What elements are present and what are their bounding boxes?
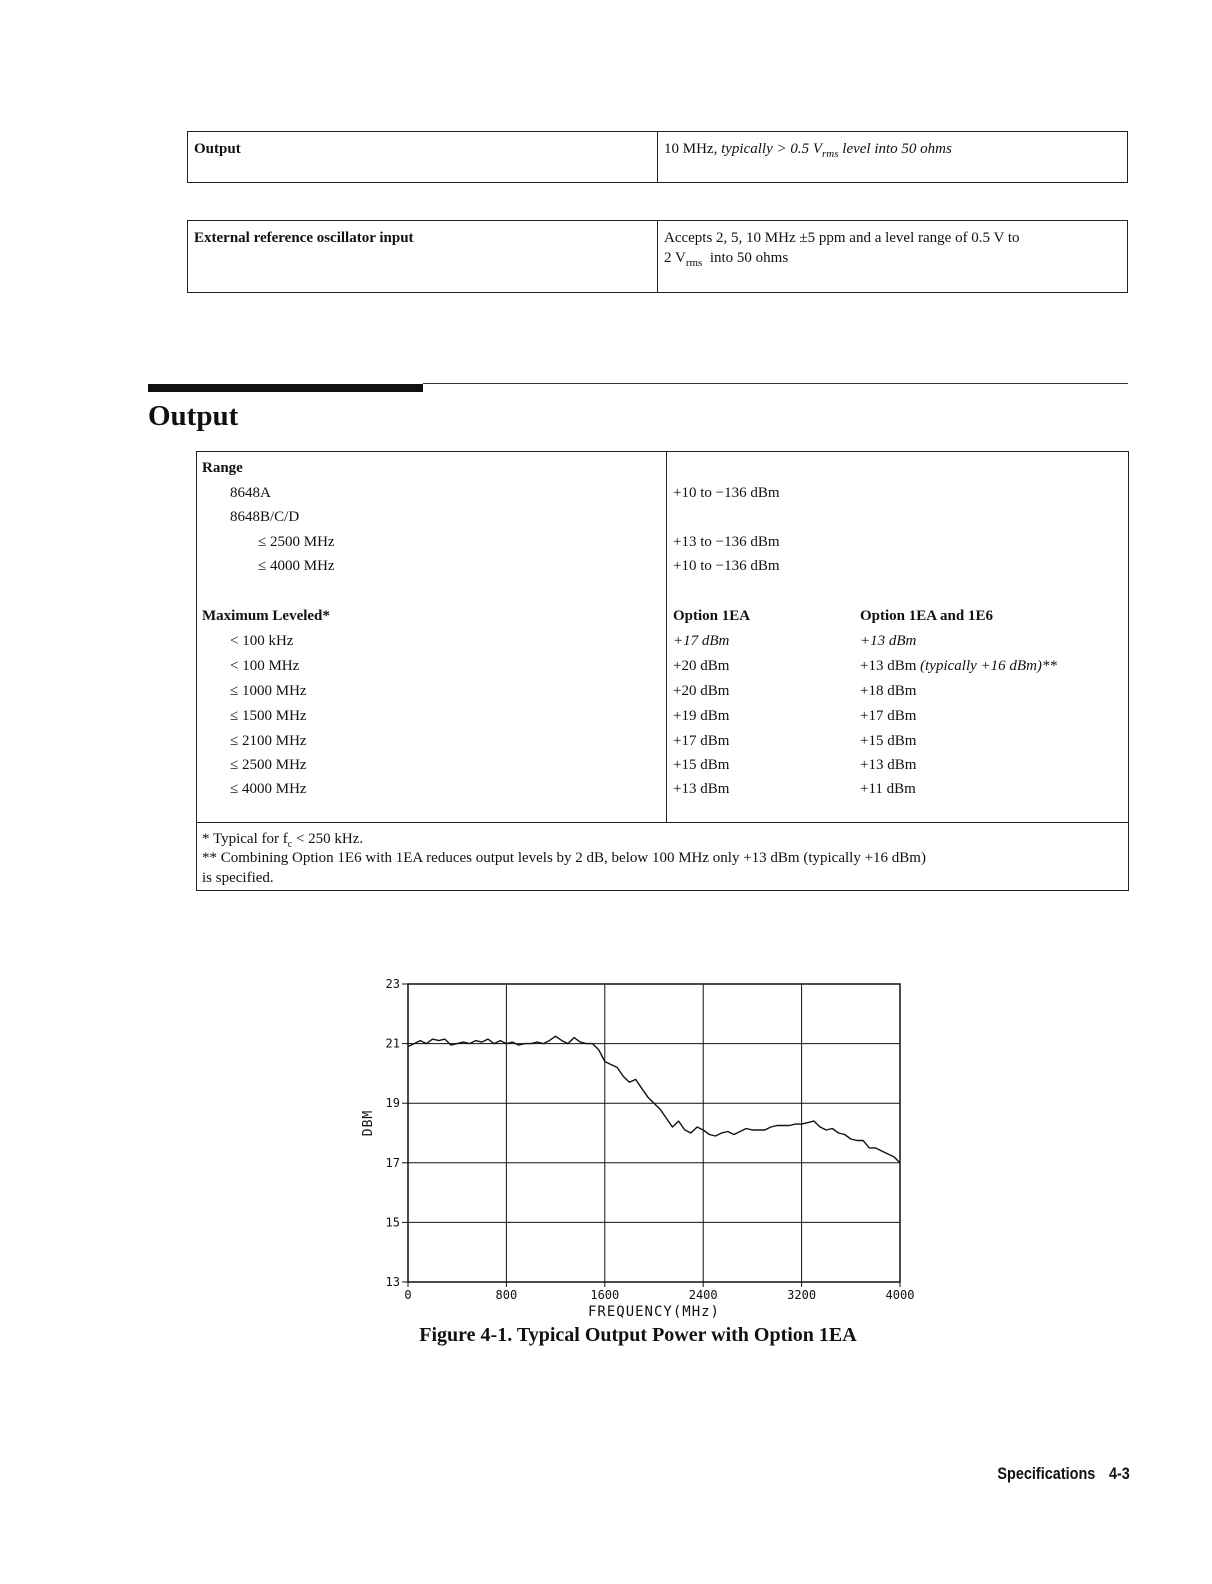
range-label-4000: ≤ 4000 MHz [258,558,335,574]
figure-caption: Figure 4-1. Typical Output Power with Option 1EA [419,1324,857,1346]
ref-output-value-italic: typically > 0.5 V [721,141,823,157]
output-spec-table [196,451,1129,891]
footer-page-number: 4-3 [1109,1464,1130,1483]
x-tick-label: 0 [404,1288,412,1302]
max-label-5: ≤ 2500 MHz [230,757,307,773]
max-opt2-1 [860,658,1057,675]
footnote-1-b: < 250 kHz. [292,831,364,847]
ref-output-box [187,131,1128,183]
ext-ref-line2 [664,248,788,273]
plot-frame [408,984,900,1282]
footnote-3: is specified. [202,870,274,886]
page-footer [998,1464,1130,1484]
footnote-2: ** Combining Option 1E6 with 1EA reduces output levels by 2 dB, below 100 MHz only +13 dBm (typically +16 dBm) [202,850,926,866]
max-label-6: ≤ 4000 MHz [230,781,307,797]
max-opt1-3: +19 dBm [673,708,730,724]
section-rule-thick [148,384,423,392]
range-value-2500: +13 to −136 dBm [673,534,780,550]
ext-ref-line2-b: into 50 ohms [702,250,789,266]
y-tick-label: 19 [385,1096,400,1111]
ref-output-label: Output [194,141,241,157]
range-value-4000: +10 to −136 dBm [673,558,780,574]
max-opt2-1-note: (typically +16 dBm)** [916,658,1057,674]
ext-ref-line2-sub: rms [685,257,703,269]
footnote-1-sub: c [287,839,293,850]
ext-ref-line2-a: 2 V [664,250,686,266]
max-opt2-4: +15 dBm [860,733,917,749]
range-label-8648a: 8648A [230,485,271,501]
max-opt1-1: +20 dBm [673,658,730,674]
footer-section: Specifications [997,1464,1096,1483]
range-label-8648bcd: 8648B/C/D [230,509,300,525]
max-opt2-3: +17 dBm [860,708,917,724]
max-label-0: < 100 kHz [230,633,294,649]
divider [657,132,658,182]
ref-output-value-prefix: 10 MHz, [664,141,722,157]
y-axis-label: DBM [361,1109,376,1137]
ext-ref-box [187,220,1128,293]
max-opt2-0: +13 dBm [860,633,917,649]
divider [657,221,658,292]
ref-output-value [664,139,952,164]
x-tick-label: 2400 [688,1288,718,1302]
y-tick-label: 17 [385,1155,400,1170]
output-power-chart [340,960,940,1330]
ref-output-value-tail: level into 50 ohms [838,141,952,157]
max-opt2-6: +11 dBm [860,781,916,797]
max-opt2-2: +18 dBm [860,683,917,699]
max-opt1-2: +20 dBm [673,683,730,699]
y-tick-label: 21 [385,1036,400,1051]
chart-svg [340,960,940,1330]
ref-output-value-sub: rms [822,148,839,160]
y-tick-label: 23 [385,977,400,991]
x-tick-label: 800 [495,1288,518,1302]
section-title: Output [148,400,239,432]
footnote-1 [202,831,363,850]
max-opt2-5: +13 dBm [860,757,917,773]
footnote-1-a: * Typical for f [202,831,288,847]
y-tick-label: 15 [385,1215,400,1230]
max-opt1-6: +13 dBm [673,781,730,797]
opt-1ea-1e6-heading: Option 1EA and 1E6 [860,608,993,624]
table-divider-horizontal [197,822,1128,823]
max-opt1-5: +15 dBm [673,757,730,773]
range-value-8648a: +10 to −136 dBm [673,485,780,501]
range-label-2500: ≤ 2500 MHz [258,534,335,550]
x-tick-label: 1600 [590,1288,620,1302]
x-axis-label: FREQUENCY(MHz) [587,1304,721,1320]
ext-ref-label: External reference oscillator input [194,230,414,246]
max-opt1-4: +17 dBm [673,733,730,749]
max-label-3: ≤ 1500 MHz [230,708,307,724]
opt-1ea-heading: Option 1EA [673,608,751,624]
max-leveled-heading: Maximum Leveled* [202,608,330,624]
ext-ref-line1: Accepts 2, 5, 10 MHz ±5 ppm and a level range of 0.5 V to [664,230,1020,246]
x-tick-label: 4000 [885,1288,915,1302]
y-tick-label: 13 [385,1275,400,1289]
section-rule-thin [423,383,1128,384]
x-tick-label: 3200 [787,1288,817,1302]
range-heading: Range [202,460,243,476]
series-line-output-power [408,1036,900,1163]
max-label-2: ≤ 1000 MHz [230,683,307,699]
table-divider-vertical [666,452,667,823]
max-opt2-1-value: +13 dBm [860,658,917,674]
max-opt1-0: +17 dBm [673,633,730,649]
max-label-4: ≤ 2100 MHz [230,733,307,749]
max-label-1: < 100 MHz [230,658,300,674]
